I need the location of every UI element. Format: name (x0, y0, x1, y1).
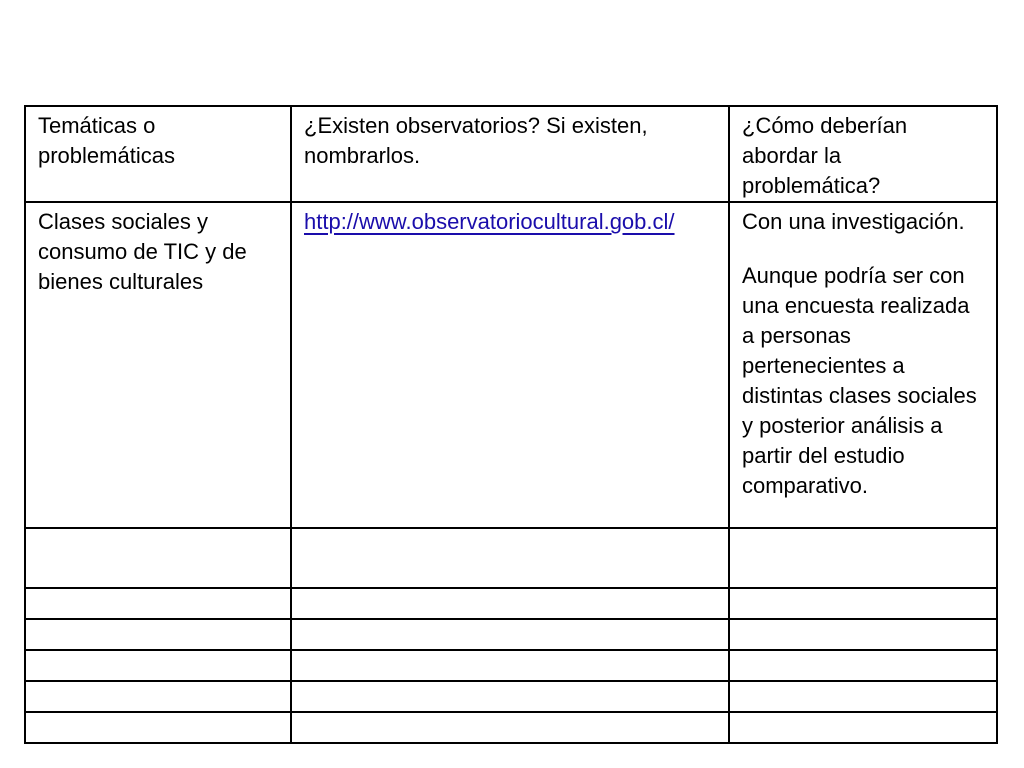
table-row-empty (25, 650, 997, 681)
cell-abordaje (729, 202, 997, 528)
empty-cell (25, 681, 291, 712)
table-row-empty (25, 712, 997, 743)
header-cell-observatorios: ¿Existen observatorios? Si existen, nombrarlos. (291, 106, 729, 202)
abordaje-paragraph-1: Con una investigación. (742, 209, 965, 234)
empty-cell (25, 588, 291, 619)
empty-cell (291, 588, 729, 619)
observatorio-link[interactable]: http://www.observatoriocultural.gob.cl/ (304, 209, 675, 234)
problematics-table (24, 105, 998, 744)
empty-cell (729, 619, 997, 650)
table-header-row (25, 106, 997, 202)
abordaje-paragraph-2: Aunque podría ser con una encuesta realizada a personas pertenecientes a distintas clases sociales y posterior análisis a partir del estudio comparativo. (742, 263, 977, 498)
table-row-empty (25, 588, 997, 619)
empty-cell (25, 712, 291, 743)
header-cell-tematicas: Temáticas o problemáticas (25, 106, 291, 202)
empty-cell (291, 619, 729, 650)
table-row-empty (25, 681, 997, 712)
table-row-empty (25, 528, 997, 588)
empty-cell (25, 528, 291, 588)
header-cell-como-abordar: ¿Cómo deberían abordar la problemática? (729, 106, 997, 202)
empty-cell (291, 650, 729, 681)
empty-cell (729, 712, 997, 743)
empty-cell (291, 528, 729, 588)
empty-cell (729, 681, 997, 712)
empty-cell (25, 619, 291, 650)
empty-cell (291, 712, 729, 743)
cell-tematica: Clases sociales y consumo de TIC y de bienes culturales (25, 202, 291, 528)
table-row-empty (25, 619, 997, 650)
empty-cell (25, 650, 291, 681)
empty-cell (729, 528, 997, 588)
cell-observatorio (291, 202, 729, 528)
empty-cell (729, 650, 997, 681)
table-row (25, 202, 997, 528)
empty-cell (291, 681, 729, 712)
empty-cell (729, 588, 997, 619)
